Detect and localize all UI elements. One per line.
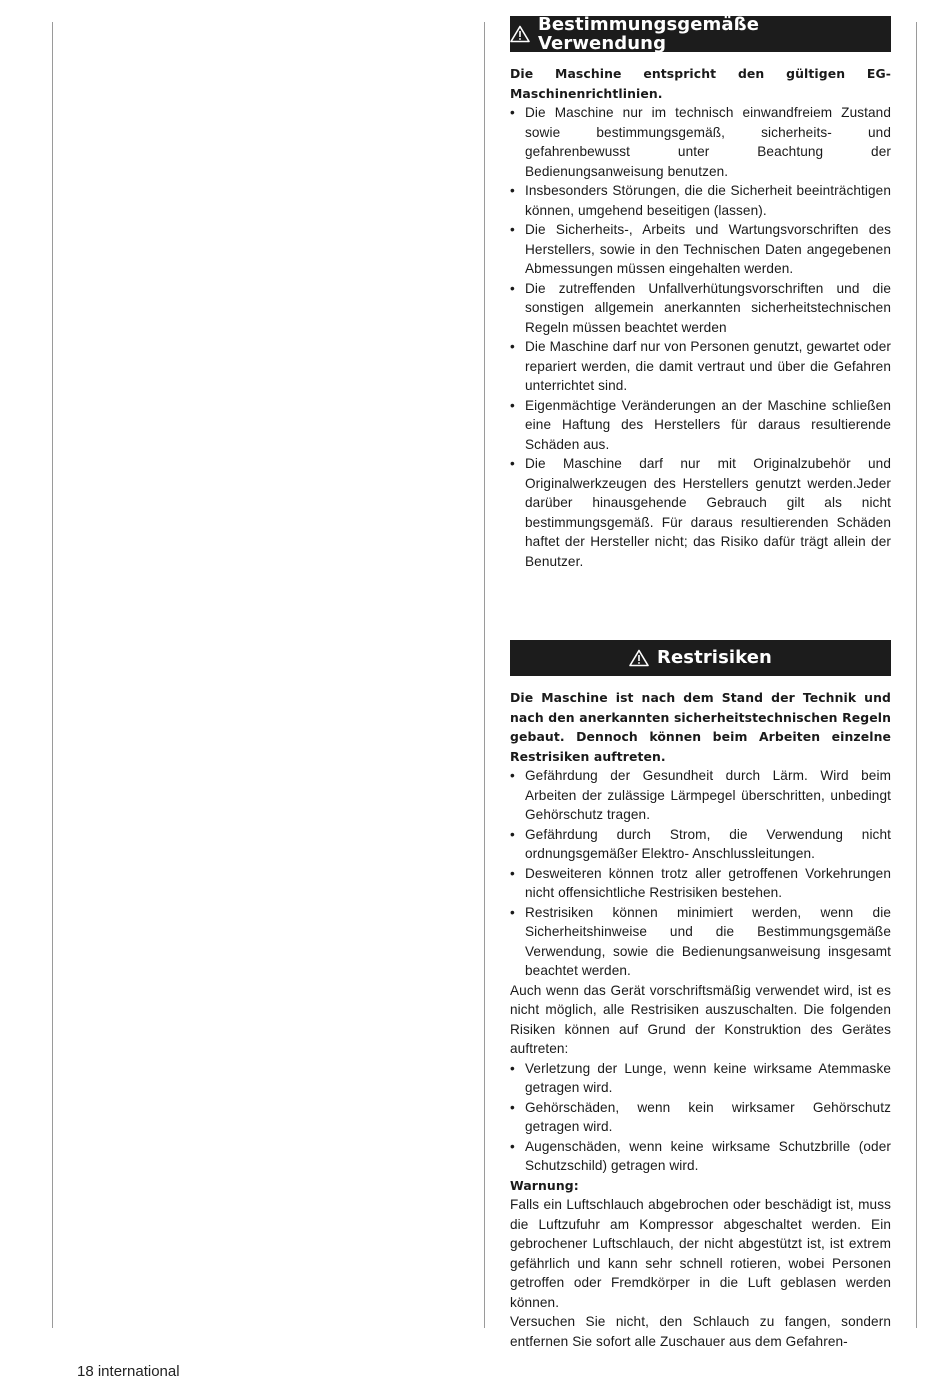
section-title: Bestimmungsgemäße Verwendung (538, 13, 760, 54)
section-title: Restrisiken (657, 647, 772, 669)
list-item: • Verletzung der Lunge, wenn keine wirksame Atemmaske getragen wird. (510, 1060, 891, 1095)
list-item: • Gefährdung durch Strom, die Verwendung nicht ordnungsgemäßer Elektro- Anschlussleitungen. (510, 826, 891, 861)
list-item: • Die Maschine darf nur mit Originalzubehör und Originalwerkzeugen des Herstellers genutzt werden.Jeder darüber hinausgehende Gebrauch gilt als nicht bestimmungsgemäß. Für daraus resultierenden Schäden haftet der Hersteller nicht; das Risiko dafür trägt allein der Benutzer. (510, 456, 891, 569)
right-margin-rule (916, 22, 917, 1328)
bullet-list (510, 103, 891, 571)
section-heading-bar (510, 13, 891, 54)
bullet-list (510, 766, 891, 981)
list-item: • Die Sicherheits-, Arbeits und Wartungsvorschriften des Herstellers, sowie in den Technischen Daten angegebenen Abmessungen müssen eingehalten werden. (510, 222, 891, 276)
left-margin-rule (52, 22, 53, 1328)
list-item: • Die zutreffenden Unfallverhütungsvorschriften und die sonstigen allgemein anerkannten sicherheitstechnischen Regeln müssen beachtet werden (510, 280, 891, 335)
warning-paragraph: Versuchen Sie nicht, den Schlauch zu fangen, sondern entfernen Sie sofort alle Zuschauer aus dem Gefahren- (510, 1314, 891, 1349)
list-item: • Eigenmächtige Veränderungen an der Maschine schließen eine Haftung des Herstellers für daraus resultierende Schäden aus. (510, 397, 891, 452)
section-lead: Die Maschine entspricht den gültigen EG-Maschinenrichtlinien. (510, 66, 891, 101)
column-divider (484, 22, 485, 1328)
list-item: • Die Maschine darf nur von Personen genutzt, gewartet oder repariert werden, die damit vertraut und über die Gefahren unterrichtet sind. (510, 339, 891, 393)
list-item: • Gehörschäden, wenn kein wirksamer Gehörschutz getragen wird. (510, 1099, 891, 1134)
list-item: • Desweiteren können trotz aller getroffenen Vorkehrungen nicht offensichtliche Restrisiken bestehen. (510, 865, 891, 900)
warning-label: Warnung: (510, 1177, 579, 1193)
warning-triangle-icon (629, 649, 649, 667)
section-heading-bar (510, 640, 891, 676)
warning-triangle-icon (510, 25, 530, 43)
list-item: • Die Maschine nur im technisch einwandfreiem Zustand sowie bestimmungsgemäß, sicherheits- und gefahrenbewusst unter Beachtung der Bedienungsanweisung benutzen. (510, 105, 891, 179)
list-item: • Gefährdung der Gesundheit durch Lärm. Wird beim Arbeiten der zulässige Lärmpegel überschritten, unbedingt Gehörschutz tragen. (510, 768, 891, 822)
list-item: • Restrisiken können minimiert werden, wenn die Sicherheitshinweise und die Bestimmungsgemäße Verwendung, sowie die Bedienungsanweisung insgesamt beachtet werden. (510, 904, 891, 978)
list-item: • Insbesonders Störungen, die die Sicherheit beeinträchtigen können, umgehend beseitigen (lassen). (510, 183, 891, 218)
bullet-list (510, 1059, 891, 1176)
list-item: • Augenschäden, wenn keine wirksame Schutzbrille (oder Schutzschild) getragen wird. (510, 1138, 891, 1173)
section-residual-risks (510, 640, 891, 1349)
page-footer: 18 international (77, 1363, 180, 1380)
body-paragraph: Auch wenn das Gerät vorschriftsmäßig verwendet wird, ist es nicht möglich, alle Restrisiken auszuschalten. Die folgenden Risiken können auf Grund der Konstruktion des Gerätes auftreten: (510, 982, 891, 1056)
section-lead: Die Maschine ist nach dem Stand der Technik und nach den anerkannten sicherheitstechnischen Regeln gebaut. Dennoch können beim Arbeiten einzelne Restrisiken auftreten. (510, 690, 891, 764)
section-intended-use (510, 13, 891, 576)
warning-paragraph: Falls ein Luftschlauch abgebrochen oder beschädigt ist, muss die Luftzufuhr am Kompressor abgeschaltet werden. Ein gebrochener Luftschlauch, der nicht abgestützt ist, ist extrem gefährlich und kann sehr schnell rotieren, wobei Personen getroffen oder Fremdkörper in die Luft geblasen werden können. (510, 1197, 891, 1310)
